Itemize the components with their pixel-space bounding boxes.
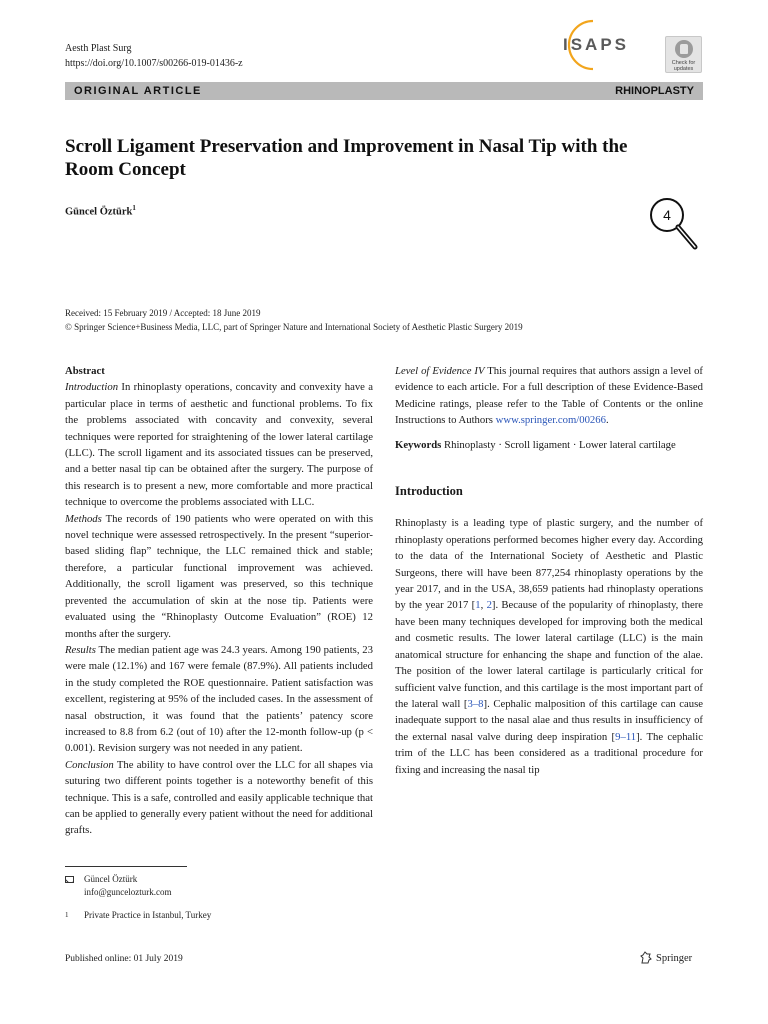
introduction-paragraph: Rhinoplasty is a leading type of plastic surgery, and the number of rhinoplasty operations performed becomes higher every day. According to the data of the International Society of Aesthetic and Plastic Surgeons, there will have been 877,254 rhinoplasty operations by the year 2017, and in the USA, 38,659 patients had rhinoplasty operations by the year 2017 [1, 2]. Because of the popularity of rhinoplasty, there have been many techniques developed for improving both the medical and cosmetic results. The lower lateral cartilage (LLC) is the main anatomical structure for enhancing the shape and function of the alae. The position of the lower lateral cartilage is particularly critical for sufficient valve function, and this cartilage is the most important part of the lateral wall [3–8]. Cephalic malposition of this cartilage can cause inadequate support to the nasal alae and thus results in insufficiency of the external nasal valve during deep inspiration [9–11]. The cephalic trim of the LLC has been considered as a traditional procedure for fixing and increasing the nasal tip [395,517,704,776]
abstract-conclusion-label: Conclusion [65,758,114,771]
abstract-introduction: Introduction In rhinoplasty operations, concavity and convexity have a particular place in terms of aesthetic and functional problems. To fix the problems associated with concavity and convexity, several techniques were reported for straightening of the lower lateral cartilage (LLC). The scroll ligament and its associated tissues can be preserved, and a better nasal tip can be obtained after the surgery. The purpose of this research is to present a new, more comfortable and more practical technique to overcome the problems associated with LLC. [65,381,373,509]
check-updates-line1: Check for [671,60,696,66]
received-dates [65,307,523,334]
abstract-introduction-label: Introduction [65,381,119,394]
springer-instructions-link[interactable]: www.springer.com/00266 [495,414,606,427]
right-column [395,363,703,778]
isaps-logo [553,17,648,73]
envelope-icon [65,876,74,883]
abstract-left-column [65,363,373,839]
author-affiliation-mark: 1 [132,204,136,212]
check-updates-line2: updates [673,66,694,72]
springer-text: Springer [656,952,693,964]
level-of-evidence: Level of Evidence IV This journal requires that authors assign a level of evidence to each article. For a full description of these Evidence-Based Medicine ratings, please refer to the Table of Contents or the online Instructions to Authors www.springer.com/00266. [395,365,703,427]
introduction-heading: Introduction [395,484,463,499]
contact-email[interactable]: info@guncelozturk.com [84,887,172,897]
footnote-divider [65,866,187,867]
section-label: RHINOPLASTY [615,85,694,97]
abstract-methods: Methods The records of 190 patients who were operated on with this novel technique were assessed retrospectively. In the present “superior-based sliding flap” technique, the LLC remained thick and stable; therefore, a particular functional improvement was achieved. Additionally, the scroll ligament was preserved, so this technique prevented the accumulation of skin at the nose tip. Patients were evaluated using the “Rhinoplasty Outcome Evaluation” (ROE) 12 months after the surgery. [65,512,373,640]
copyright-line: © Springer Science+Business Media, LLC, part of Springer Nature and International Society of Aesthetic Plastic Surgery 2019 [65,321,523,332]
contact-name: Güncel Öztürk [84,874,138,884]
abstract-heading: Abstract [65,365,105,377]
author-line [65,204,136,218]
received-accepted: Received: 15 February 2019 / Accepted: 18 June 2019 [65,308,261,318]
doi-link[interactable]: https://doi.org/10.1007/s00266-019-01436-z [65,58,243,69]
journal-meta [65,41,243,71]
abstract-methods-label: Methods [65,512,102,525]
journal-name: Aesth Plast Surg [65,43,132,54]
citation-link[interactable]: 2 [486,599,492,612]
corresponding-author [65,873,365,899]
abstract-results-label: Results [65,643,96,656]
evidence-level-number: 4 [663,207,671,223]
article-title: Scroll Ligament Preservation and Improvement in Nasal Tip with the Room Concept [65,136,628,180]
magnifier-icon [646,196,702,254]
level-of-evidence-label: Level of Evidence IV [395,365,485,377]
author-name[interactable]: Güncel Öztürk [65,206,133,218]
keywords-label: Keywords [395,438,442,451]
citation-link[interactable]: 9–11 [615,730,637,743]
isaps-logo-text: ISAPS [563,35,630,54]
citation-link[interactable]: 3–8 [467,697,484,710]
springer-horse-icon [639,951,653,965]
article-type-label: ORIGINAL ARTICLE [74,85,202,97]
published-online: Published online: 01 July 2019 [65,954,183,964]
keywords: Keywords Rhinoplasty · Scroll ligament · Lower lateral cartilage [395,438,676,451]
affiliation-mark: 1 [65,911,69,919]
bookmark-icon [675,40,693,58]
article-type-bar [65,82,703,100]
springer-logo [639,951,692,965]
affiliation-text: Private Practice in Istanbul, Turkey [84,910,212,920]
citation-link[interactable]: 1 [475,599,481,612]
abstract-conclusion: Conclusion The ability to have control over the LLC for all shapes via suturing two different points together is a noteworthy benefit of this technique. This is a safe, controlled and easily applicable technique that can be applied to generally every patient without the need for additional grafts. [65,758,373,837]
affiliation-footnote [65,909,365,922]
footnotes [65,873,365,922]
abstract-results: Results The median patient age was 24.3 years. Among 190 patients, 23 were male (12.1%) and 167 were female (87.9%). All patients included in the study completed the ROE questionnaire. Patient satisfaction was excellent, registering at 95% of the included cases. In the assessment of nasal obstruction, it was found that the patients’ patency score increased to 8.8 from 6.2 (out of 10) after the 12-month follow-up (p < 0.001). Revision surgery was not needed in any patient. [65,643,373,755]
check-for-updates-badge[interactable] [665,36,702,73]
